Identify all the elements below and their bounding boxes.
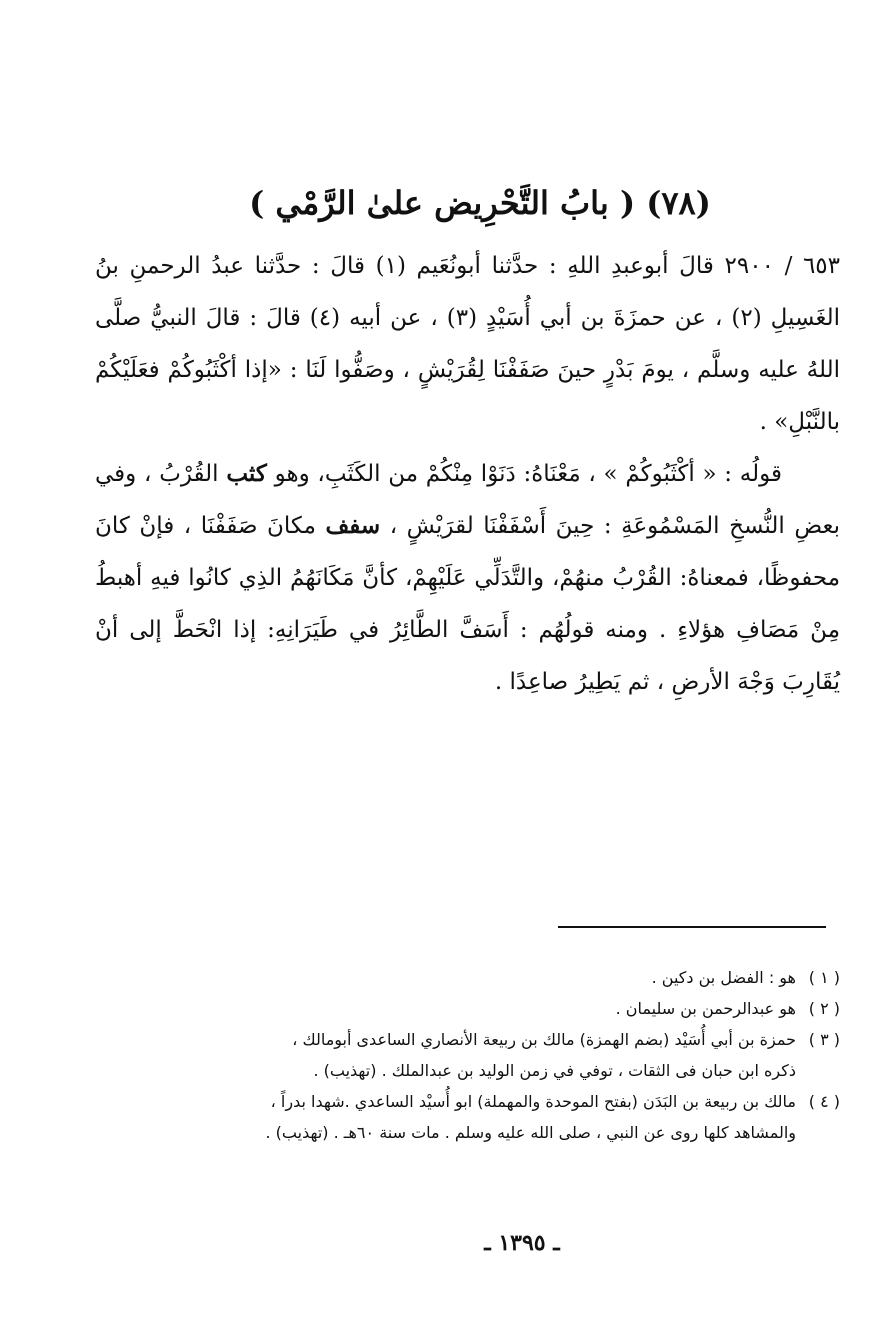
page-number: ـ ١٣٩٥ ـ <box>484 1230 560 1256</box>
keyword-kathab: كثب <box>226 460 267 487</box>
main-text <box>95 240 840 708</box>
hadith-line: ٦٥٣ / ٢٩٠٠ قالَ أبوعبدِ اللهِ : حدَّثنا أبونُعَيم (١) قالَ : <box>311 253 841 279</box>
footnote-4 <box>140 1086 840 1148</box>
hadith-line: حدَّثنا عبدُ الرحمنِ بنُ الغَسِيلِ (٢) ، عن حمزَةَ بن أبي أُسَيْدٍ (٣) ، عن <box>95 253 841 331</box>
footnote-2 <box>140 993 840 1024</box>
commentary-line: كأنَّ مَكَانَهُمُ الذِي كانُوا فيهِ أهبطُ مِنْ مَصَافِ هؤلاءِ . ومنه قولُهُم : <box>95 565 841 643</box>
footnote-line: هو : الفضل بن دكين . <box>651 968 796 987</box>
footnote-number: ( ٣ ) <box>808 1030 840 1049</box>
footnote-1 <box>140 962 840 993</box>
footnote-line: والمشاهد كلها روى عن النبي ، صلى الله عليه وسلم . مات سنة ٦٠هـ . (تهذيب) . <box>265 1123 796 1142</box>
footnote-number: ( ١ ) <box>808 968 840 987</box>
commentary-line: مكانَ صَفَفْنَا ، فإنْ كانَ محفوظًا، فمعناهُ: القُرْبُ منهُمْ، والتَّدَلِّي عَلَيْهِمْ، <box>95 513 841 591</box>
footnote-separator <box>558 926 826 928</box>
hadith-paragraph <box>95 240 840 448</box>
footnote-text <box>140 1086 796 1148</box>
footnotes <box>140 962 840 1148</box>
footnote-line: هو عبدالرحمن بن سليمان . <box>615 999 796 1018</box>
footnote-text <box>140 962 796 993</box>
footnote-3 <box>140 1024 840 1086</box>
commentary-line: أَسَفَّ الطَّائِرُ في طَيَرَانِهِ: إذا انْحَطَّ إلى أنْ يُقَارِبَ وَجْهَ الأرضِ ، ثم <box>95 617 840 695</box>
hadith-line: أبيه (٤) قالَ : قالَ النبيُّ صلَّى اللهُ عليه وسلَّم ، يومَ بَدْرٍ حينَ صَفَفْنَا <box>95 305 841 383</box>
hadith-line: لِقُرَيْشٍ ، وصَفُّوا لَنَا : «إذا أكْثَبُوكُمْ فعَلَيْكُمْ بالنَّبْلِ» . <box>95 357 840 435</box>
footnote-number: ( ٢ ) <box>808 999 840 1018</box>
commentary-line: القُرْبُ ، وفي بعضِ النُّسخِ المَسْمُوعَةِ : حِينَ أَسْفَفْنَا لقرَيْشٍ ، <box>95 461 841 539</box>
footnote-line: مالك بن ربيعة بن البَدَن (بفتح الموحدة والمهملة) ابو أُسيْد الساعدي .شهدا بدراً ، <box>270 1092 796 1111</box>
footnote-line: ذكره ابن حبان فى الثقات ، توفي في زمن الوليد بن عبدالملك . (تهذيب) . <box>313 1061 796 1080</box>
commentary-line: يَطِيرُ صاعِدًا . <box>494 669 621 695</box>
footnote-text <box>140 993 796 1024</box>
footnote-line: حمزة بن أبي أُسَيْد (بضم الهمزة) مالك بن ربيعة الأنصاري الساعدى أبومالك ، <box>292 1030 796 1049</box>
footnote-text <box>140 1024 796 1086</box>
footnote-number: ( ٤ ) <box>808 1092 840 1111</box>
commentary-line: قولُه : « أكْثَبُوكُمْ » ، مَعْنَاهُ: دَنَوْا مِنْكُمْ من الكَثَبِ، وهو <box>274 461 783 487</box>
chapter-title: (٧٨) ( بابُ التَّحْرِيض علىٰ الرَّمْي ) <box>249 184 711 222</box>
commentary-paragraph <box>95 448 840 708</box>
keyword-safaf: سفف <box>325 512 381 539</box>
